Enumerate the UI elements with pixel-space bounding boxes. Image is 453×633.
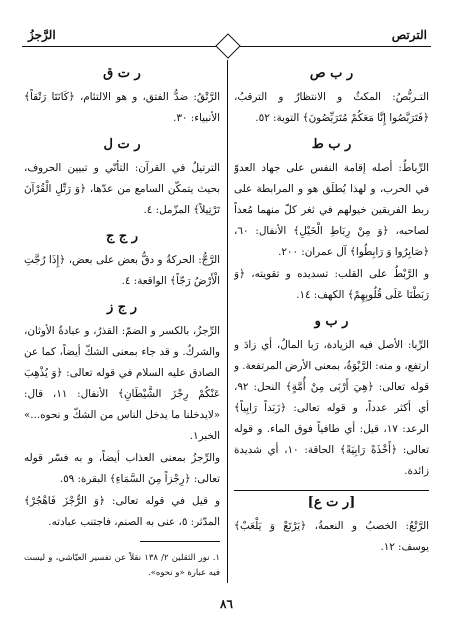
entry-text: و قيل في قوله تعالى: ﴿وَ الرُّجْزَ فَاهْجُرْ﴾ المدّثر: ٥، عنى به الصنم، فاجتنب عبادته. — [24, 495, 220, 528]
entry-text: الرِّبا: الأصل فيه الزيادة، رَبا المالُ، أي زادَ و ارتفع، و منه: الرَّبْوَةُ، بمعنى الأرض المرتفعة. و قوله تعالى: ﴿هِيَ أَرْبَى مِنْ أُمَّةٍ﴾ النحل: ٩٢، أي أكثر عدداً، و قوله تعالى: ﴿زَبَداً رَابِياً﴾ الرعد: ١٧، قيل: أي طافياً فوق الماء. و قوله تعالى: ﴿أَخْذَةً رَابِيَةً﴾ الحاقة: ١٠، أي شديدة زائدة. — [234, 339, 429, 477]
right-column — [234, 58, 429, 583]
root-heading: ر ب ص — [309, 66, 354, 81]
column-divider — [227, 60, 228, 583]
root-heading: [ر ت ع] — [234, 490, 429, 510]
entry-text: التـربُّصُ: المكثُ و الانتظارُ و الترقبُ، ﴿فَتَرَبَّصُوا إِنَّا مَعَكُمْ مُتَرَبِّصُونَ﴾ التوبة: ٥٢. — [234, 91, 429, 124]
root-heading: ر ت ل — [103, 137, 141, 152]
footnote-rule — [140, 541, 220, 542]
entry-text: الترتيلُ في القرآن: التأنّي و تبيين الحروف، بحيث يتمكّن السامع من عدّها، ﴿وَ رَتِّلِ الْقُرْآنَ تَرْتِيلاً﴾ المزّمل: ٤. — [24, 162, 220, 216]
entry-text: الرَّتْعُ: الخصبُ و النعمةُ، ﴿يَرْتَعْ وَ يَلْعَبْ﴾ يوسف: ١٢. — [234, 520, 429, 553]
root-heading: ر ت ق — [103, 66, 141, 81]
root-heading: ر ج ز — [107, 300, 137, 315]
page-number: ٨٦ — [220, 597, 233, 611]
entry-text: الرِّجزُ، بالكسر و الضمّ: القذرُ، و عبادةُ الأوثان، والشركُ. و قد جاء بمعنى الشكّ أيضاً، كما عن الصادق عليه السلام في قوله تعالى: ﴿وَ يُذْهِبَ عَنْكُمْ رِجْزَ الشَّيْطَانِ﴾ الأنفال: ١١، قال: «لايدخلنا ما يدخل الناس من الشكّ و نحوه...» الخبر١. — [24, 325, 220, 442]
header-diamond-ornament — [215, 33, 240, 58]
root-heading: ر ب و — [314, 314, 349, 329]
entry-text: الرِّباطُ: أصله إقامة النفس على جهاد العدوّ في الحرب، و لهذا يُطلَق هو و المرابطة على ربط الفريقين خيولهم في ثغر كلّ منهما مُعداً لصاحبه، ﴿وَ مِنْ رِبَاطِ الْخَيْلِ﴾ الأنفال: ٦٠، ﴿صَابِرُوا وَ رَابِطُوا﴾ آل عمران: ٢٠٠. — [234, 162, 429, 258]
root-heading: ر ب ط — [311, 137, 352, 152]
left-column — [24, 58, 220, 583]
entry-text: الرَّتْقُ: ضدُّ الفتق، و هو الالتئام، ﴿كَانَتَا رَتْقاً﴾ الأنبياء: ٣٠. — [24, 91, 220, 124]
footnote: ١. نور الثقلين ٢/ ١٣٨ نقلاً عن تفسير العيّاشي، و ليست فيه عبارة «و نحوه». — [24, 552, 220, 578]
running-header-right: الترتص — [391, 28, 427, 42]
root-heading: ر ج ج — [105, 229, 139, 244]
running-header-left: الرَّجزُ — [28, 28, 56, 42]
entry-text: الرَّجُّ: الحركةُ و دقُّ بعض على بعض، ﴿إِذَا رُجَّتِ الْأَرْضُ رَجّاً﴾ الواقعة: ٤. — [24, 254, 220, 287]
entry-text: والرِّجزُ بمعنى العذاب أيضاً، و به فسّر قوله تعالى: ﴿رِجْزاً مِنَ السَّمَاءِ﴾ البقرة: ٥٩. — [24, 452, 220, 485]
entry-text: و الرَّبْطُ على القلب: تسديده و تقويته، ﴿وَ رَبَطْنَا عَلَى قُلُوبِهِمْ﴾ الكهف: ١٤. — [234, 268, 429, 301]
